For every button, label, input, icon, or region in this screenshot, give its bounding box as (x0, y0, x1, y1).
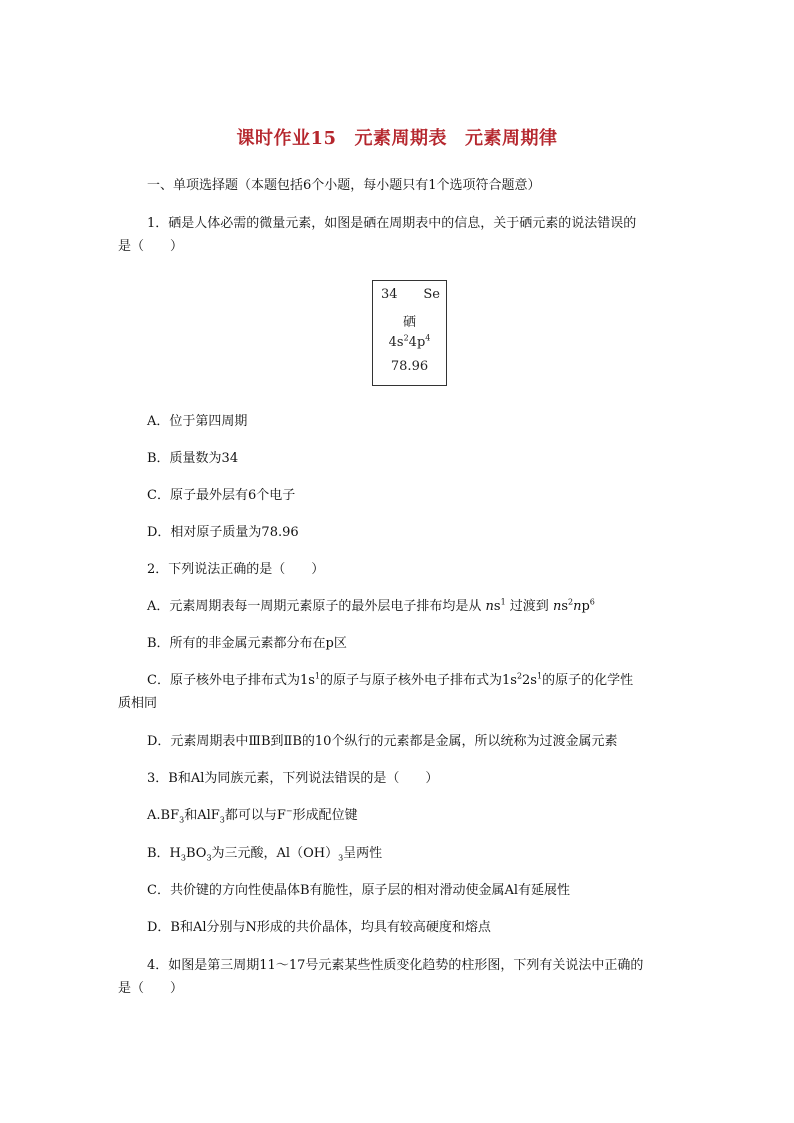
q2-option-d: D．元素周期表中ⅢB到ⅡB的10个纵行的元素都是金属，所以统称为过渡金属元素 (147, 734, 618, 749)
q3-option-b: B．$H_3BO_3$为三元酸，$Al(OH)_3$呈两性 (147, 846, 383, 863)
q3-option-a: $A.BF_3$和AlF$_3$都可以与F−形成配位键 (147, 806, 358, 825)
element-card-se (372, 280, 447, 386)
q2-option-a: A．元素周期表每一周期元素原子的最外层电子排布均是从 $ns^1$ 过渡到 $ns^2np^6$ (147, 597, 595, 614)
q1-option-d: D．相对原子质量为78.96 (147, 525, 299, 540)
q2-option-c: C．原子核外电子排布式为$1s^1$的原子与原子核外电子排布式为$1s^22s^1$的原子的化学性 (147, 671, 634, 688)
q4-stem-line1: 4．如图是第三周期11～17号元素某些性质变化趋势的柱形图，下列有关说法中正确的 (147, 958, 644, 973)
element-name: 硒 (402, 315, 416, 330)
q2-option-b: B．所有的非金属元素都分布在p区 (147, 636, 347, 651)
q2-stem: 2．下列说法正确的是（ ） (147, 562, 325, 577)
section-heading: 一、单项选择题（本题包括6个小题，每小题只有1个选项符合题意） (147, 178, 541, 193)
q4-stem-line2: 是（ ） (118, 981, 184, 996)
q1-stem-line1: 1．硒是人体必需的微量元素，如图是硒在周期表中的信息，关于硒元素的说法错误的 (147, 216, 637, 231)
q1-option-b: B．质量数为34 (147, 451, 239, 466)
element-symbol: Se (423, 287, 440, 302)
q2-option-c-line2: 质相同 (118, 696, 158, 711)
q3-option-d: D．B和Al分别与N形成的共价晶体，均具有较高硬度和熔点 (147, 920, 491, 935)
atomic-mass: 78.96 (390, 359, 429, 374)
q3-option-c: C．共价键的方向性使晶体B有脆性，原子层的相对滑动使金属Al有延展性 (147, 883, 571, 898)
q1-option-a: A．位于第四周期 (147, 414, 248, 429)
electron-config: $4s^24p^4$ (388, 333, 431, 350)
page-title: 课时作业15 元素周期表 元素周期律 (236, 128, 558, 149)
atomic-number: 34 (381, 287, 398, 302)
q3-stem: 3．B和Al为同族元素，下列说法错误的是（ ） (147, 771, 439, 786)
q1-stem-line2: 是（ ） (118, 239, 184, 254)
q1-option-c: C．原子最外层有6个电子 (147, 488, 296, 503)
